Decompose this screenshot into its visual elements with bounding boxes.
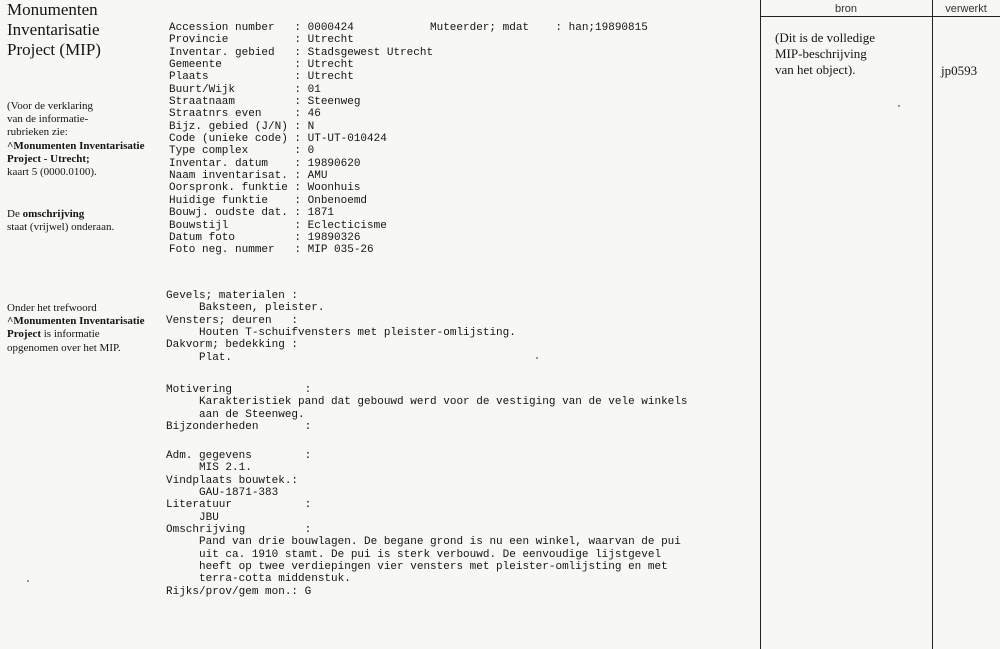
section-line: Vindplaats bouwtek.: (166, 474, 299, 487)
section-line: GAU-1871-383 (166, 487, 279, 500)
field-row (169, 59, 433, 71)
field-label: Bijz. gebied (J/N) (169, 120, 295, 133)
note-segment: Onder het trefwoord (7, 302, 97, 314)
field-separator: : (294, 83, 308, 96)
field-value: 46 (307, 108, 321, 121)
bron-text (775, 30, 875, 78)
note-line: Project - Utrecht; (7, 152, 90, 165)
field-row (169, 207, 433, 219)
field-value: Onbenoemd (307, 194, 368, 207)
section-line: aan de Steenweg. (166, 408, 305, 421)
field-row (169, 182, 433, 194)
section-line: uit ca. 1910 stamt. De pui is sterk verbouwd. De eenvoudige lijstgevel (166, 548, 662, 561)
mutator-field: Muteerder; mdat : han;19890815 (430, 22, 648, 34)
field-row (169, 244, 433, 256)
note-segment: Project (7, 328, 41, 341)
field-label: Code (unieke code) (169, 133, 295, 146)
bron-line: van het object). (775, 62, 856, 77)
field-value: 0 (307, 145, 315, 158)
field-row (169, 170, 433, 182)
field-separator: : (294, 157, 308, 170)
field-value: 01 (307, 83, 321, 96)
field-label: Type complex (169, 145, 295, 158)
field-separator: : (294, 145, 308, 158)
note-segment: staat (vrijwel) onderaan. (7, 221, 115, 234)
field-label: Naam inventarisat. (169, 170, 295, 183)
section-line: Houten T-schuifvensters met pleister-omlijsting. (166, 327, 516, 340)
note-line: ^Monumenten Inventarisatie (7, 139, 145, 152)
section-line: JBU (166, 511, 219, 524)
section-line: heeft op twee verdiepingen vier vensters met pleister-omlijsting en met (166, 561, 668, 574)
note-segment: ^Monumenten Inventarisatie (7, 315, 145, 328)
field-label: Plaats (169, 71, 295, 84)
section-line: Rijks/prov/gem mon.: G (166, 585, 312, 598)
field-label: Provincie (169, 34, 295, 47)
bron-line: MIP-beschrijving (775, 46, 867, 61)
field-separator: : (294, 22, 308, 34)
note-segment: De (7, 208, 23, 220)
field-value: Utrecht (307, 71, 354, 84)
field-value: N (307, 120, 315, 133)
title-line: Monumenten (7, 0, 98, 19)
field-row (169, 22, 433, 34)
field-label: Buurt/Wijk (169, 83, 295, 96)
bron-left-rule (760, 0, 761, 649)
field-separator: : (294, 96, 308, 109)
field-separator: : (294, 108, 308, 121)
field-label: Foto neg. nummer (169, 244, 295, 257)
field-value: 1871 (307, 207, 335, 220)
note-segment: is informatie (41, 328, 100, 341)
note-line: rubrieken zie: (7, 126, 68, 139)
field-label: Gemeente (169, 59, 295, 72)
field-row (169, 121, 433, 133)
note-segment: opgenomen over het MIP. (7, 341, 121, 354)
section-line: Baksteen, pleister. (166, 302, 325, 315)
scan-speck (536, 357, 538, 359)
field-row (169, 145, 433, 157)
field-value: UT-UT-010424 (307, 133, 387, 146)
keyword-note (7, 302, 162, 355)
note-line (7, 302, 162, 315)
field-row (169, 34, 433, 46)
field-value: MIP 035-26 (307, 244, 374, 257)
section-line: Karakteristiek pand dat gebouwd werd voor de vestiging van de vele winkels (166, 396, 688, 409)
field-value: Steenweg (307, 96, 361, 109)
note-segment: omschrijving (22, 208, 85, 220)
section-line: Vensters; deuren : (166, 314, 299, 327)
record-fields (169, 22, 433, 257)
field-separator: : (294, 46, 308, 59)
field-separator: : (294, 59, 308, 72)
field-value: Stadsgewest Utrecht (307, 46, 434, 59)
section-line: Omschrijving : (166, 524, 312, 537)
field-label: Oorspronk. funktie (169, 182, 295, 195)
field-separator: : (294, 194, 308, 207)
field-row (169, 71, 433, 83)
field-label: Accession number (169, 22, 295, 34)
field-label: Inventar. gebied (169, 46, 295, 59)
verwerkt-header: verwerkt (945, 3, 987, 15)
field-row (169, 232, 433, 244)
header-rule (760, 16, 1000, 17)
field-separator: : (294, 71, 308, 84)
collection-title (7, 0, 157, 60)
field-separator: : (294, 170, 308, 183)
section-line: terra-cotta middenstuk. (166, 573, 351, 586)
note-line (7, 342, 162, 355)
scan-speck (898, 105, 900, 107)
field-row (169, 220, 433, 232)
field-separator: : (294, 182, 308, 195)
section-line: Plat. (166, 351, 233, 364)
section-line: Motivering : (166, 384, 312, 396)
verwerkt-text: jp0593 (941, 63, 978, 78)
field-separator: : (294, 244, 308, 257)
field-row (169, 158, 433, 170)
section-line: Bijzonderheden : (166, 421, 312, 434)
field-row (169, 108, 433, 120)
description-note (7, 208, 162, 234)
field-value: 19890326 (307, 231, 361, 244)
field-separator: : (294, 120, 308, 133)
scan-speck (27, 580, 29, 582)
section-line: Gevels; materialen : (166, 290, 299, 302)
field-value: Eclecticisme (307, 219, 387, 232)
legend-note (7, 100, 162, 179)
field-value: Utrecht (307, 34, 354, 47)
section-line: Dakvorm; bedekking : (166, 339, 299, 352)
record-section (166, 450, 681, 598)
field-value: AMU (307, 170, 328, 183)
section-line: Pand van drie bouwlagen. De begane grond is nu een winkel, waarvan de pui (166, 536, 681, 549)
field-label: Bouwstijl (169, 219, 295, 232)
note-line (7, 315, 162, 328)
field-row (169, 84, 433, 96)
field-value: Utrecht (307, 59, 354, 72)
field-row (169, 133, 433, 145)
field-label: Straatnaam (169, 96, 295, 109)
record-section (166, 290, 516, 364)
section-line: Adm. gegevens : (166, 450, 312, 462)
field-value: 0000424 (307, 22, 354, 34)
title-line: Inventarisatie (7, 20, 100, 39)
field-value: 19890620 (307, 157, 361, 170)
field-label: Datum foto (169, 231, 295, 244)
note-line: kaart 5 (0000.0100). (7, 166, 97, 179)
field-row (169, 47, 433, 59)
bron-right-rule (932, 0, 933, 649)
field-separator: : (294, 207, 308, 220)
field-separator: : (294, 34, 308, 47)
field-label: Bouwj. oudste dat. (169, 207, 295, 220)
note-line (7, 221, 162, 234)
bron-header: bron (834, 3, 858, 15)
field-separator: : (294, 231, 308, 244)
note-line (7, 328, 162, 341)
title-line: Project (MIP) (7, 40, 101, 59)
record-section (166, 384, 688, 433)
field-row (169, 96, 433, 108)
field-value: Woonhuis (307, 182, 361, 195)
field-label: Huidige funktie (169, 194, 295, 207)
section-line: Literatuur : (166, 499, 312, 512)
section-line: MIS 2.1. (166, 462, 252, 475)
note-line: (Voor de verklaring (7, 100, 93, 112)
field-row (169, 195, 433, 207)
field-separator: : (294, 219, 308, 232)
field-label: Straatnrs even (169, 108, 295, 121)
note-line (7, 208, 162, 221)
note-line: van de informatie- (7, 113, 89, 126)
field-label: Inventar. datum (169, 157, 295, 170)
bron-line: (Dit is de volledige (775, 30, 876, 45)
field-separator: : (294, 133, 308, 146)
